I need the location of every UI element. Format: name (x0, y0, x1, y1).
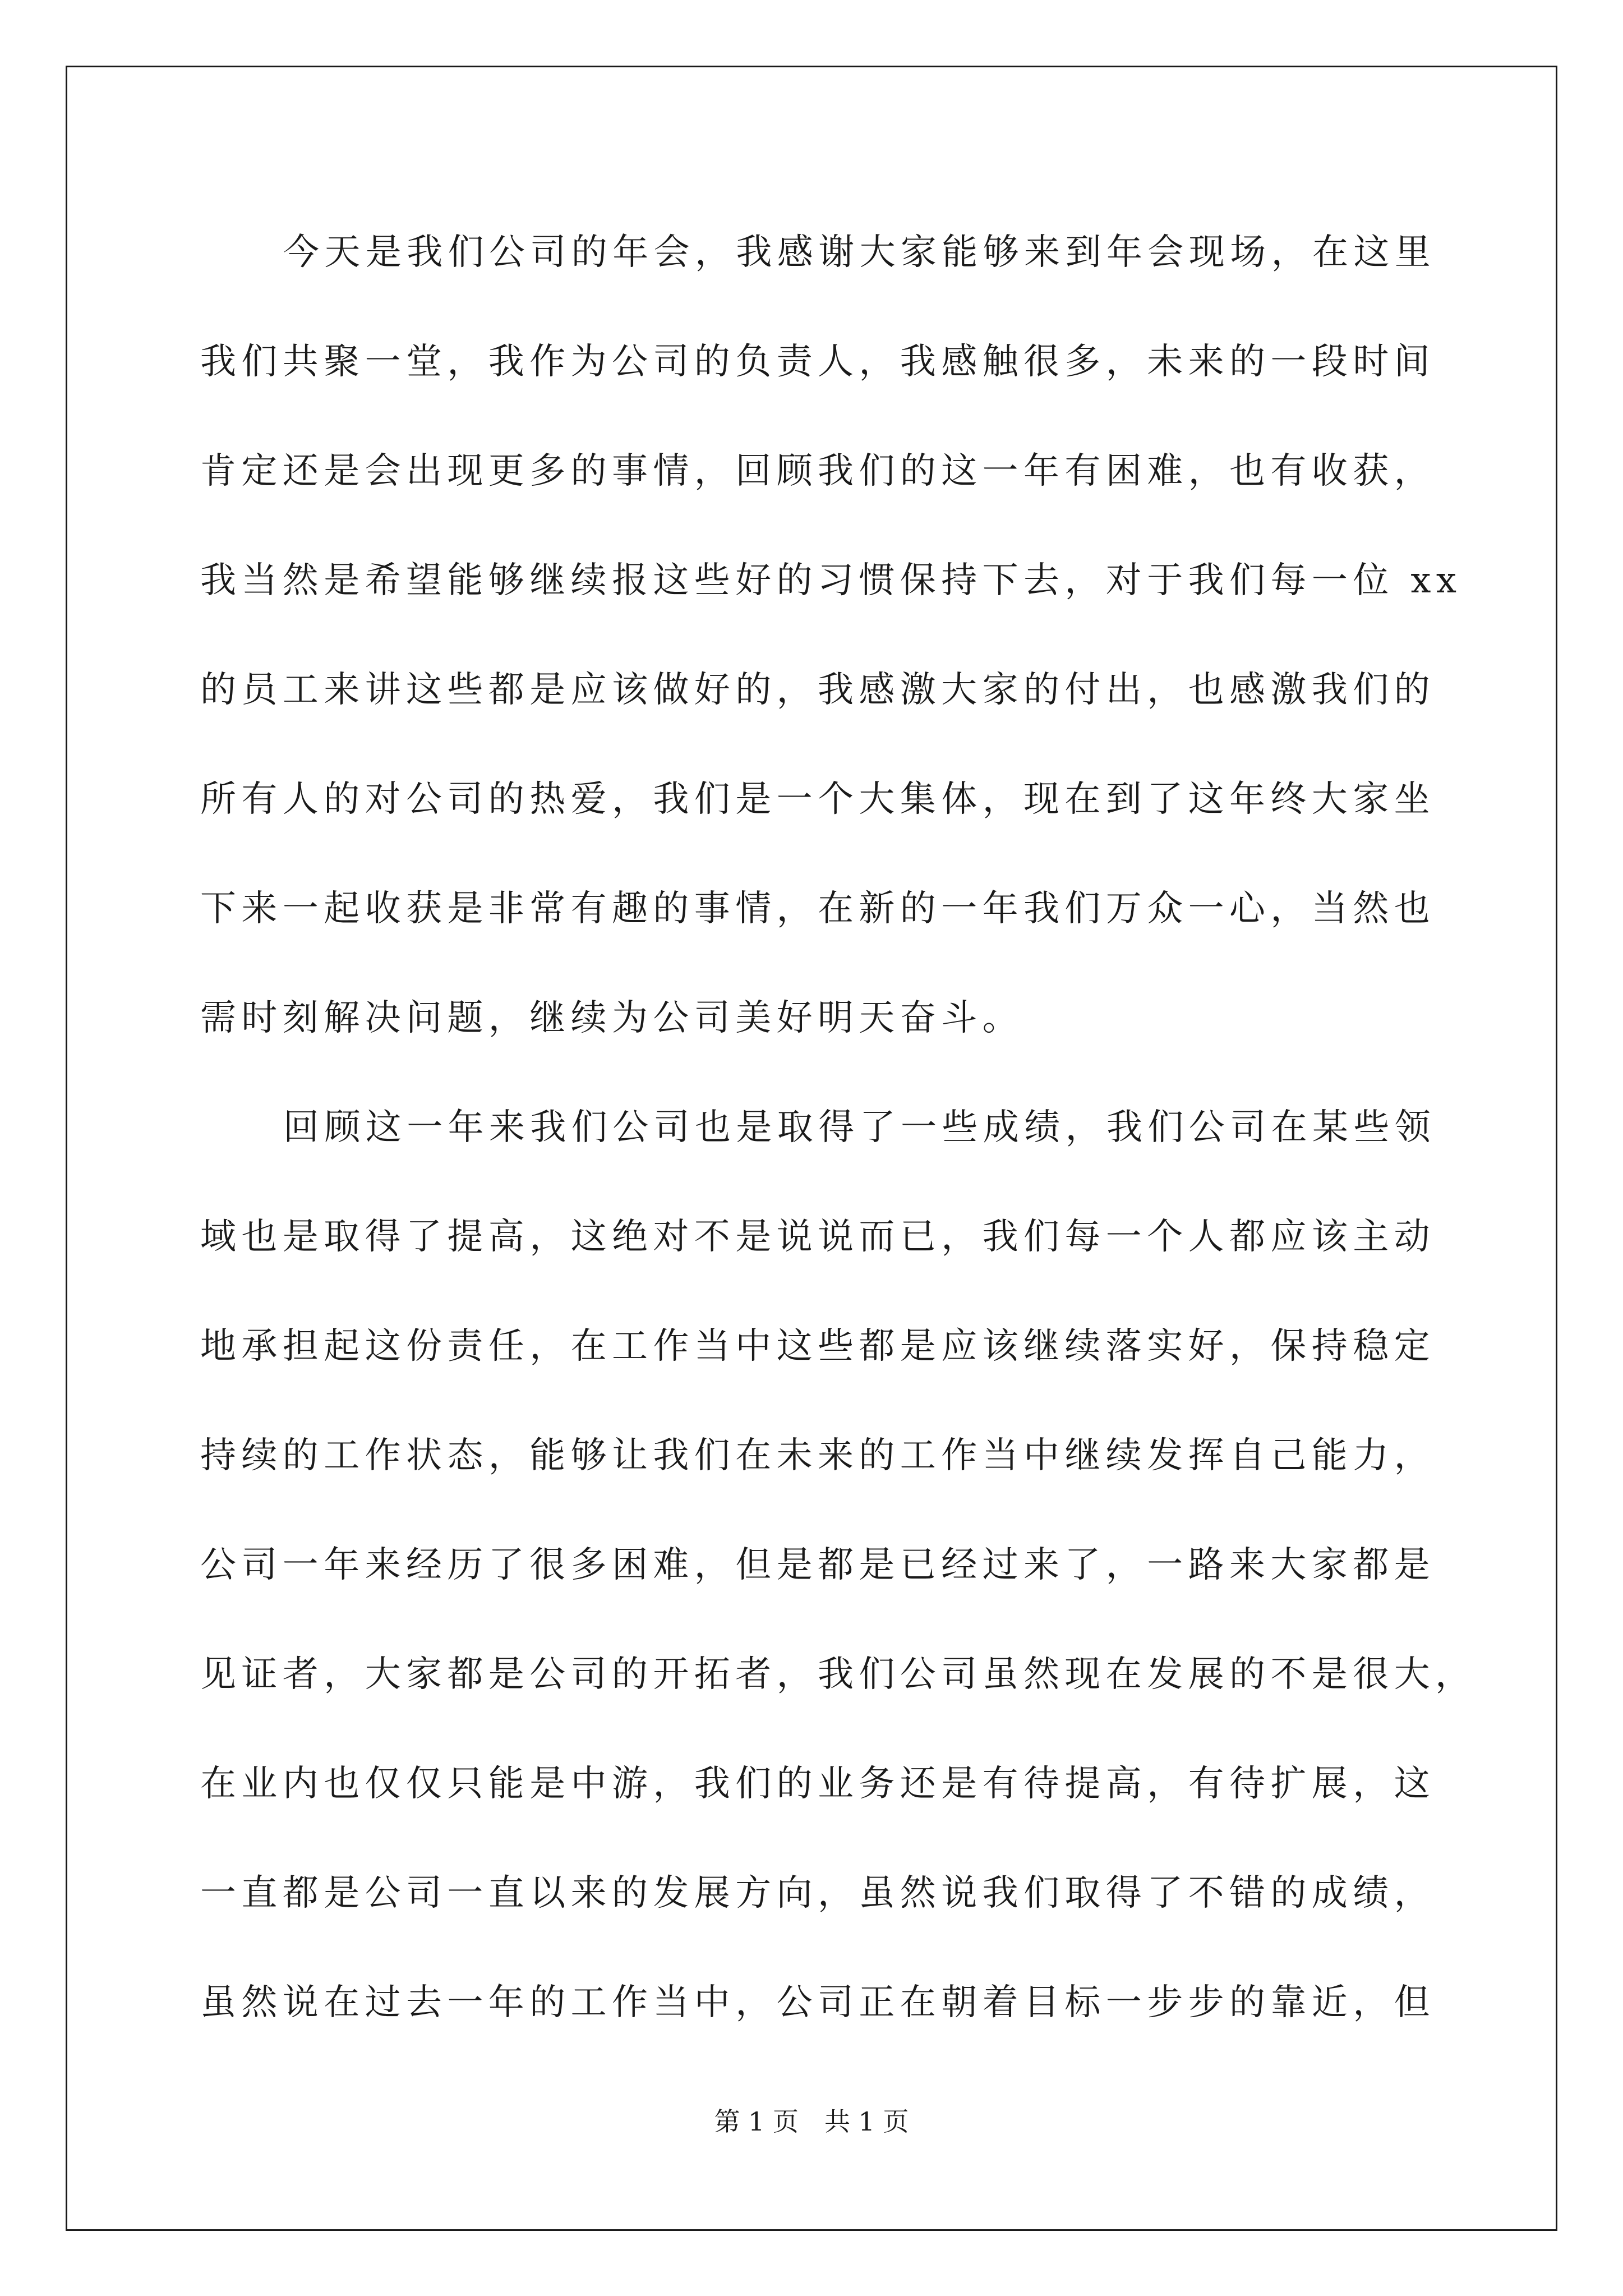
paragraph-2-line-6: 见证者，大家都是公司的开拓者，我们公司虽然现在发展的不是很大， (200, 1654, 1477, 1695)
paragraph-2-line-4: 持续的工作状态，能够让我们在未来的工作当中继续发挥自己能力， (200, 1435, 1435, 1476)
paragraph-1-line-5: 的员工来讲这些都是应该做好的，我感激大家的付出，也感激我们的 (200, 669, 1435, 711)
paragraph-1-line-6: 所有人的对公司的热爱，我们是一个大集体，现在到了这年终大家坐 (200, 779, 1435, 820)
paragraph-2-line-9: 虽然说在过去一年的工作当中，公司正在朝着目标一步步的靠近，但 (200, 1982, 1435, 2023)
document-body (200, 210, 1477, 2070)
paragraph-2-line-1: 回顾这一年来我们公司也是取得了一些成绩，我们公司在某些领 (283, 1107, 1436, 1148)
paragraph-2-line-2: 域也是取得了提高，这绝对不是说说而已，我们每一个人都应该主动 (200, 1216, 1435, 1258)
paragraph-1-line-3: 肯定还是会出现更多的事情，回顾我们的这一年有困难，也有收获， (200, 450, 1435, 492)
paragraph-1-line-7: 下来一起收获是非常有趣的事情，在新的一年我们万众一心，当然也 (200, 888, 1435, 930)
paragraph-1-line-1: 今天是我们公司的年会，我感谢大家能够来到年会现场，在这里 (283, 232, 1436, 273)
paragraph-2-line-8: 一直都是公司一直以来的发展方向，虽然说我们取得了不错的成绩， (200, 1872, 1435, 1914)
paragraph-1-line-8: 需时刻解决问题，继续为公司美好明天奋斗。 (200, 997, 1023, 1039)
paragraph-2-line-7: 在业内也仅仅只能是中游，我们的业务还是有待提高，有待扩展，这 (200, 1763, 1435, 1805)
paragraph-1-line-2: 我们共聚一堂，我作为公司的负责人，我感触很多，未来的一段时间 (200, 341, 1435, 383)
paragraph-2-line-3: 地承担起这份责任，在工作当中这些都是应该继续落实好，保持稳定 (200, 1326, 1435, 1367)
paragraph-2-line-5: 公司一年来经历了很多困难，但是都是已经过来了，一路来大家都是 (200, 1544, 1435, 1586)
paragraph-1-line-4: 我当然是希望能够继续报这些好的习惯保持下去，对于我们每一位 xx (200, 560, 1462, 601)
page-number-footer: 第 1 页 共 1 页 (714, 2106, 909, 2137)
